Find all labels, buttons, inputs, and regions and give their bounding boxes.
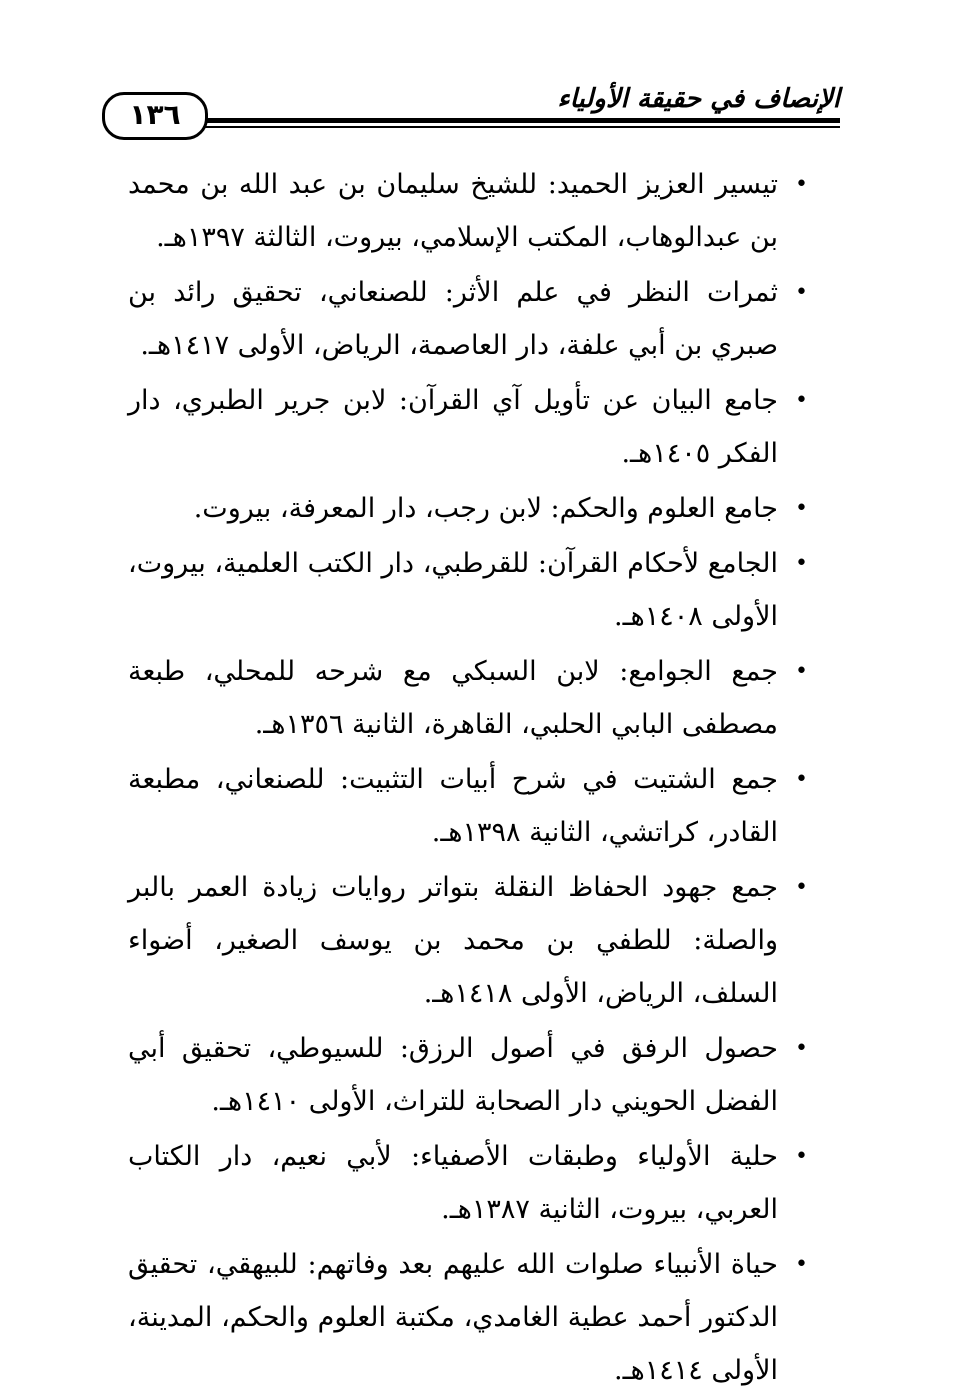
- bullet-icon: •: [795, 659, 808, 684]
- reference-text: جامع البيان عن تأويل آي القرآن: لابن جرير الطبري، دار الفكر ١٤٠٥هـ.: [128, 385, 778, 469]
- bullet-icon: •: [795, 496, 808, 521]
- reference-text: جامع العلوم والحكم: لابن رجب، دار المعرفة، بيروت.: [193, 493, 778, 524]
- reference-item: [128, 537, 808, 643]
- reference-text: حياة الأنبياء صلوات الله عليهم بعد وفاتهم: للبيهقي، تحقيق الدكتور أحمد عطية الغامدي، مكتبة العلوم والحكم، المدينة، الأولى ١٤١٤هـ.: [128, 1249, 778, 1386]
- reference-text: ثمرات النظر في علم الأثر: للصنعاني، تحقيق رائد بن صبري بن أبي علفة، دار العاصمة، الرياض، الأولى ١٤١٧هـ.: [128, 277, 778, 361]
- bullet-icon: •: [795, 1036, 808, 1061]
- reference-item: [128, 1022, 808, 1128]
- reference-item: [128, 266, 808, 372]
- reference-item: [128, 1238, 808, 1397]
- running-title: الإنصاف في حقيقة الأولياء: [557, 84, 840, 114]
- bullet-icon: •: [795, 172, 808, 197]
- reference-item: [128, 753, 808, 859]
- header-rule-thin: [110, 126, 840, 128]
- reference-text: الجامع لأحكام القرآن: للقرطبي، دار الكتب العلمية، بيروت، الأولى ١٤٠٨هـ.: [128, 548, 778, 632]
- bullet-icon: •: [795, 875, 808, 900]
- reference-item: [128, 374, 808, 480]
- bullet-icon: •: [795, 388, 808, 413]
- page-number: ١٣٦: [102, 92, 208, 140]
- bullet-icon: •: [795, 551, 808, 576]
- reference-text: حلية الأولياء وطبقات الأصفياء: لأبي نعيم، دار الكتاب العربي، بيروت، الثانية ١٣٨٧هـ.: [128, 1141, 778, 1225]
- reference-text: جمع جهود الحفاظ النقلة بتواتر روايات زيادة العمر بالبر والصلة: للطفي بن محمد بن يوسف الصغير، أضواء السلف، الرياض، الأولى ١٤١٨هـ.: [128, 872, 778, 1009]
- header-rule-thick: [110, 118, 840, 123]
- reference-item: [128, 861, 808, 1020]
- reference-item: [128, 645, 808, 751]
- bullet-icon: •: [795, 280, 808, 305]
- reference-item: [128, 482, 808, 535]
- bullet-icon: •: [795, 1252, 808, 1277]
- bullet-icon: •: [795, 1144, 808, 1169]
- reference-item: [128, 1130, 808, 1236]
- page-header: [110, 70, 840, 130]
- reference-text: تيسير العزيز الحميد: للشيخ سليمان بن عبد الله بن محمد بن عبدالوهاب، المكتب الإسلامي، بيروت، الثالثة ١٣٩٧هـ.: [128, 169, 778, 253]
- reference-item: [128, 158, 808, 264]
- bullet-icon: •: [795, 767, 808, 792]
- reference-text: حصول الرفق في أصول الرزق: للسيوطي، تحقيق أبي الفضل الحويني دار الصحابة للتراث، الأولى ١٤١٠هـ.: [128, 1033, 778, 1117]
- reference-list: [128, 158, 808, 1399]
- reference-text: جمع الجوامع: لابن السبكي مع شرحه للمحلي، طبعة مصطفى البابي الحلبي، القاهرة، الثانية ١٣٥٦هـ.: [128, 656, 778, 740]
- reference-text: جمع الشتيت في شرح أبيات التثبيت: للصنعاني، مطبعة القادر، كراتشي، الثانية ١٣٩٨هـ.: [128, 764, 778, 848]
